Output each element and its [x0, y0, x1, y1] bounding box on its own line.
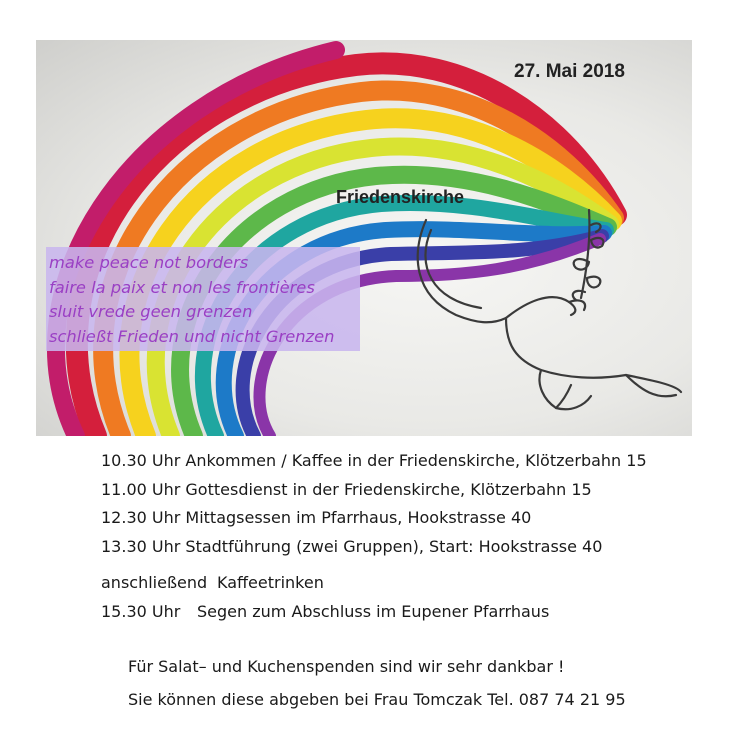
slogan-dutch: sluit vrede geen grenzen — [49, 302, 253, 321]
church-name: Friedenskirche — [336, 187, 465, 207]
contact-note: Sie können diese abgeben bei Frau Tomczak Tel. 087 74 21 95 — [128, 690, 626, 709]
schedule-item: 13.30 Uhr Stadtführung (zwei Gruppen), Start: Hookstrasse 40 — [101, 536, 603, 556]
rainbow-dove-illustration — [36, 40, 692, 436]
schedule-after — [101, 569, 647, 598]
notes — [128, 652, 626, 715]
donations-note: Für Salat– und Kuchenspenden sind wir sehr dankbar ! — [128, 657, 565, 676]
schedule — [101, 447, 647, 626]
schedule-item: 11.00 Uhr Gottesdienst in der Friedenskirche, Klötzerbahn 15 — [101, 479, 592, 499]
slogan-english: make peace not borders — [49, 253, 249, 272]
slogan-german: schließt Frieden und nicht Grenzen — [49, 326, 335, 346]
closing-text: Segen zum Abschluss im Eupener Pfarrhaus — [197, 601, 550, 621]
event-date: 27. Mai 2018 — [514, 61, 625, 82]
slogan-french: faire la paix et non les frontières — [49, 277, 315, 297]
schedule-closing — [101, 598, 647, 627]
after-label: anschließend — [101, 573, 208, 592]
schedule-item: 12.30 Uhr Mittagsessen im Pfarrhaus, Hookstrasse 40 — [101, 508, 532, 527]
schedule-gap — [101, 561, 647, 569]
schedule-item: 10.30 Uhr Ankommen / Kaffee in der Friedenskirche, Klötzerbahn 15 — [101, 451, 647, 470]
after-text: Kaffeetrinken — [217, 573, 324, 592]
closing-time: 15.30 Uhr — [101, 601, 181, 621]
slogan-box — [46, 247, 360, 351]
hero-image — [36, 40, 692, 436]
